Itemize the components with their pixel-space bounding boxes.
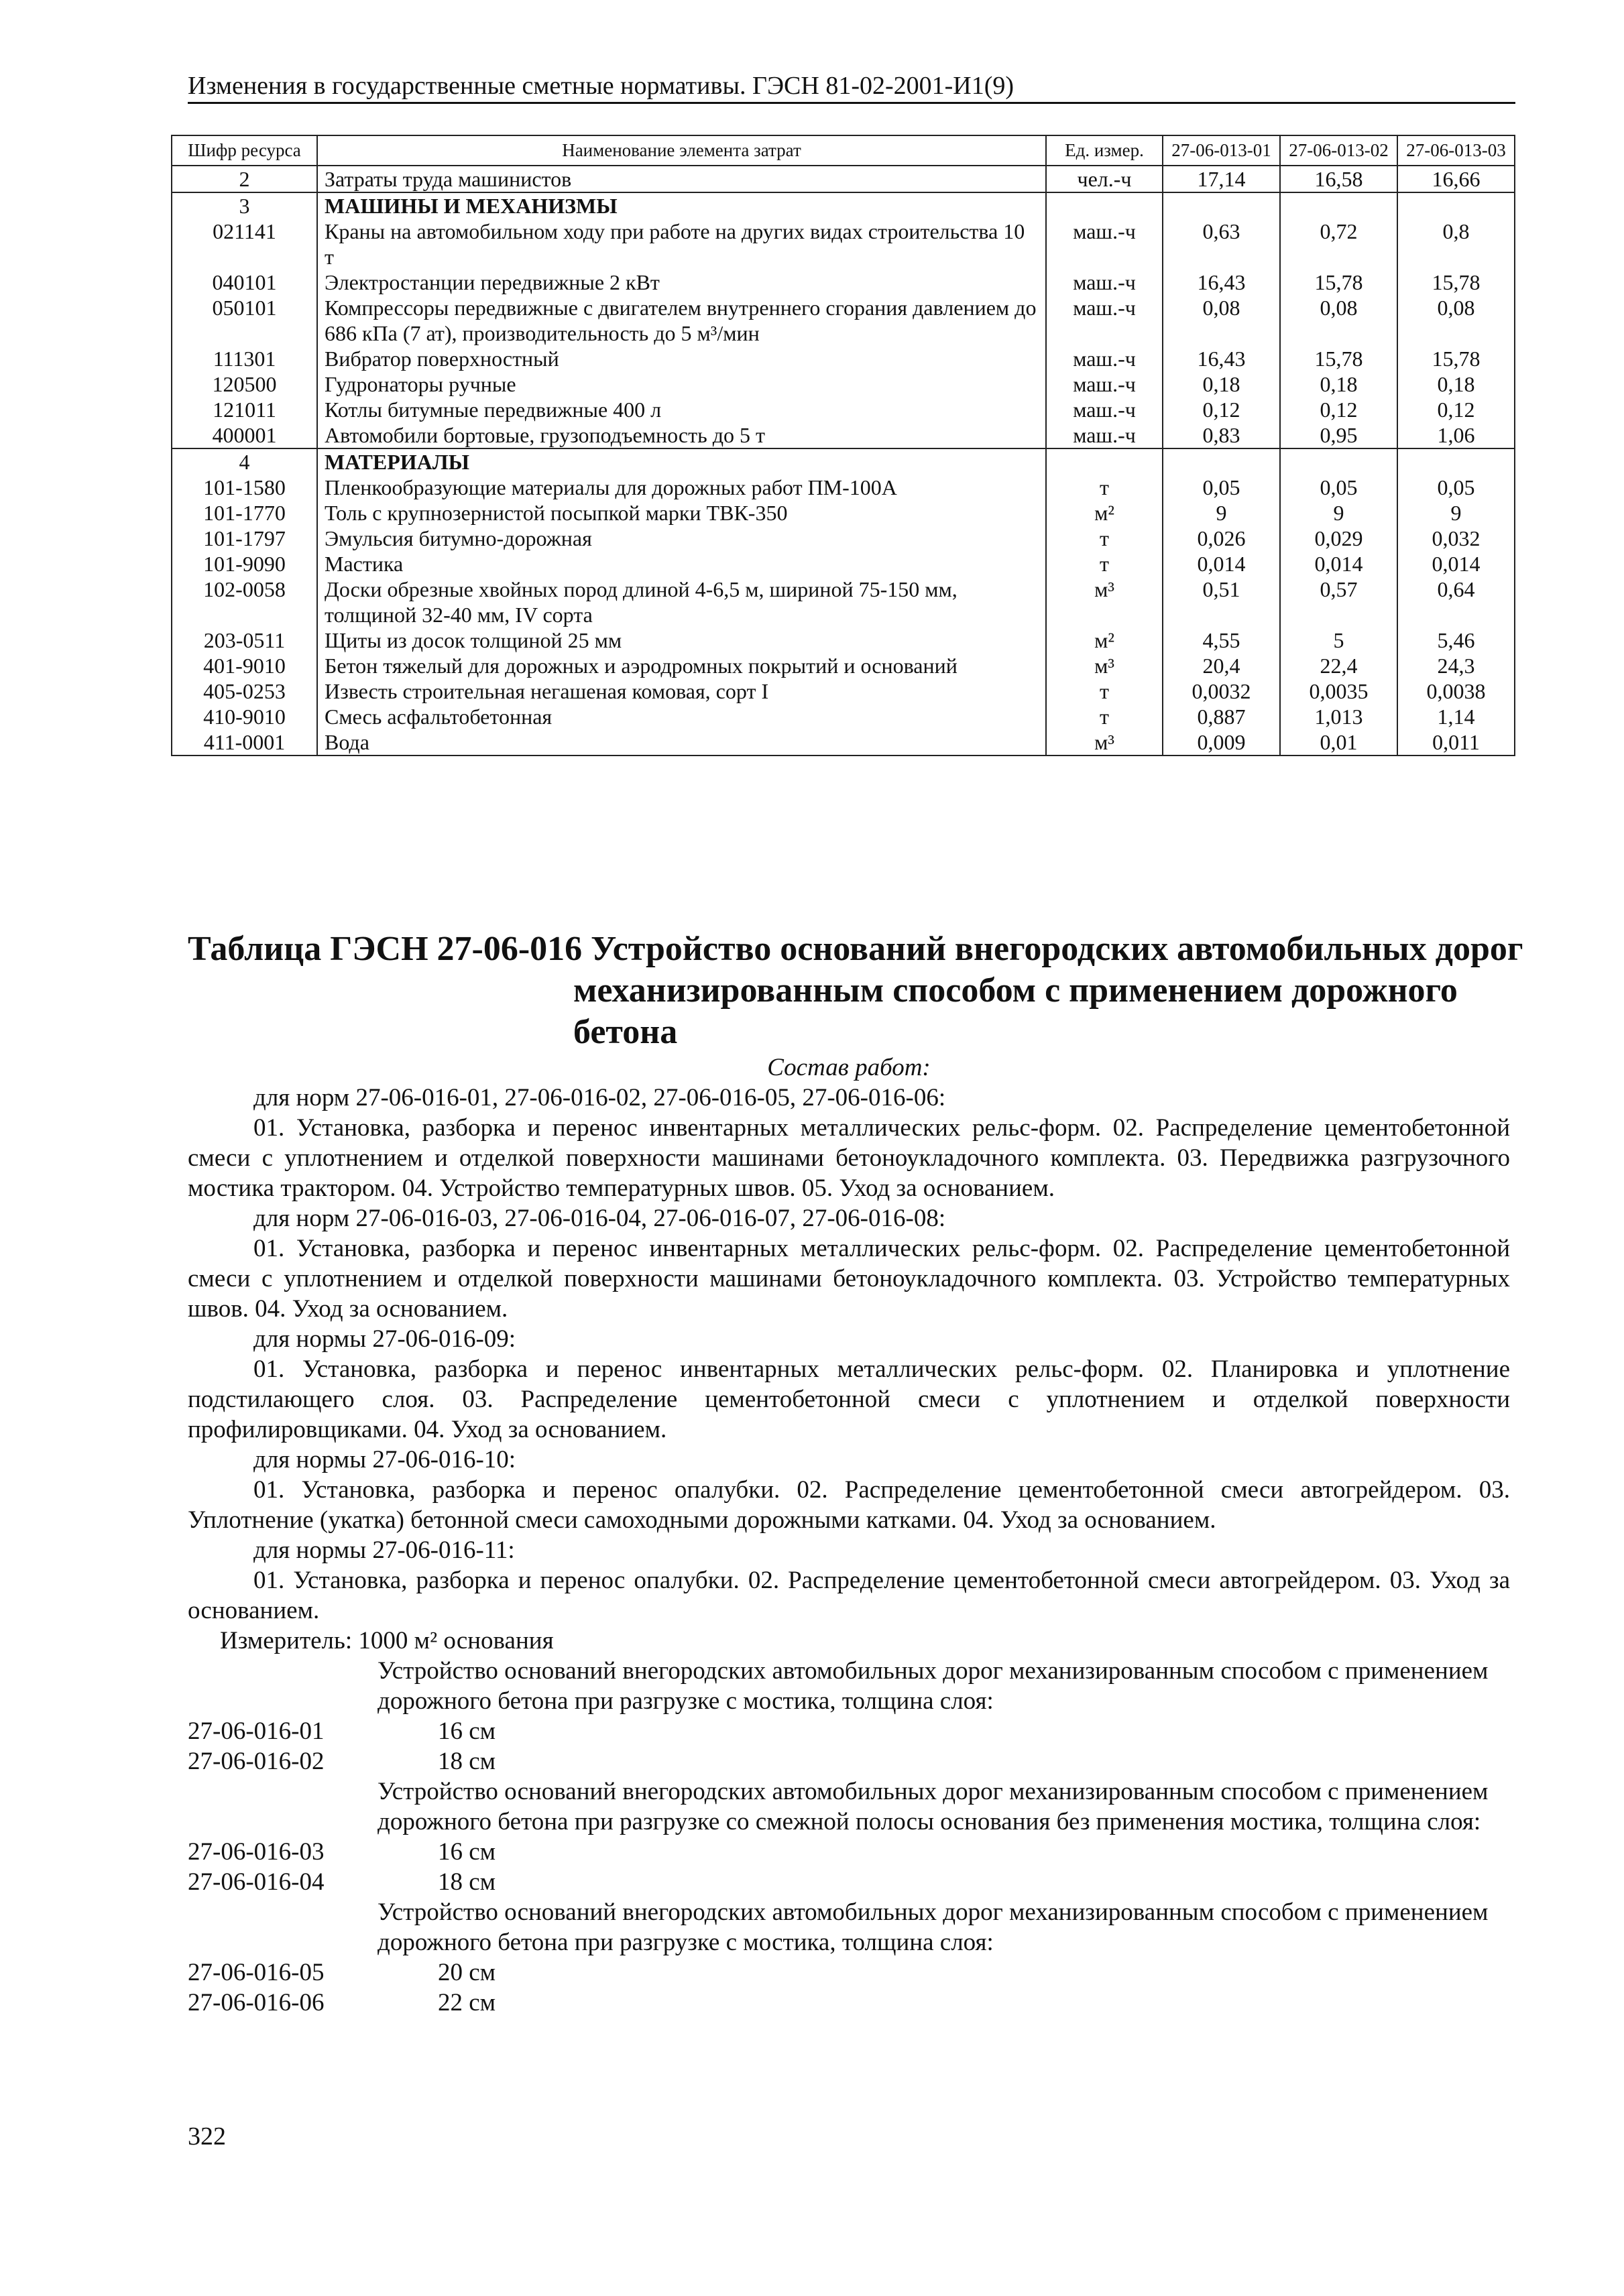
cell-value: 15,78 bbox=[1280, 346, 1397, 371]
cell-value: 15,78 bbox=[1280, 269, 1397, 295]
table-row bbox=[172, 678, 1515, 704]
norm-value: 16 см bbox=[438, 1838, 496, 1866]
cell-unit: т bbox=[1046, 526, 1163, 551]
norm-group-label: для норм 27-06-016-03, 27-06-016-04, 27-06-016-07, 27-06-016-08: bbox=[253, 1205, 946, 1232]
norm-row bbox=[188, 1746, 1510, 1776]
cell-name: Компрессоры передвижные с двигателем внутреннего сгорания давлением до 686 кПа (7 ат), производительность до 5 м³/мин bbox=[317, 295, 1046, 346]
cell-value: 0,12 bbox=[1397, 397, 1515, 422]
norm-value: 18 см bbox=[438, 1868, 496, 1896]
cell-value: 0,08 bbox=[1280, 295, 1397, 346]
running-header: Изменения в государственные сметные нормативы. ГЭСН 81-02-2001-И1(9) bbox=[188, 72, 1014, 100]
norm-description-3: Устройство оснований внегородских автомобильных дорог механизированным способом с применением дорожного бетона при разгрузке с мостика, толщина слоя: bbox=[378, 1898, 1489, 1956]
cell-value: 5 bbox=[1280, 627, 1397, 653]
cell-unit: т bbox=[1046, 475, 1163, 500]
cell-value: 0,014 bbox=[1397, 551, 1515, 577]
cell-unit: т bbox=[1046, 678, 1163, 704]
cell-name: Вода bbox=[317, 729, 1046, 756]
cell-name: Гудронаторы ручные bbox=[317, 371, 1046, 397]
table-row bbox=[172, 346, 1515, 371]
norm-row bbox=[188, 1837, 1510, 1867]
cell-unit: маш.-ч bbox=[1046, 269, 1163, 295]
cell-value: 0,95 bbox=[1280, 422, 1397, 448]
cell-code: 405-0253 bbox=[172, 678, 317, 704]
cell-value: 17,14 bbox=[1163, 166, 1280, 192]
header-code: Шифр ресурса bbox=[172, 135, 317, 166]
header-unit: Ед. измер. bbox=[1046, 135, 1163, 166]
cell-unit: маш.-ч bbox=[1046, 397, 1163, 422]
cell-code: 120500 bbox=[172, 371, 317, 397]
norm-group-label: для нормы 27-06-016-11: bbox=[253, 1536, 515, 1564]
machines-rows bbox=[172, 219, 1515, 448]
section-row-materials bbox=[172, 448, 1515, 475]
cell-code: 400001 bbox=[172, 422, 317, 448]
norm-description-1: Устройство оснований внегородских автомобильных дорог механизированным способом с применением дорожного бетона при разгрузке с мостика, толщина слоя: bbox=[378, 1657, 1489, 1715]
cell-unit: маш.-ч bbox=[1046, 422, 1163, 448]
norm-group-label: для нормы 27-06-016-09: bbox=[253, 1325, 516, 1353]
cell-value: 24,3 bbox=[1397, 653, 1515, 678]
table-row bbox=[172, 422, 1515, 448]
norm-group-label: для нормы 27-06-016-10: bbox=[253, 1446, 516, 1473]
work-composition-text: 01. Установка, разборка и перенос инвентарных металлических рельс-форм. 02. Распределение цементобетонной смеси с уплотнением и отделкой поверхности машинами бетоноукладочного комплекта. 03. Передвижка разгрузочного мостика трактором. 04. Устройство температурных швов. 05. Уход за основанием. bbox=[188, 1114, 1510, 1202]
page-number: 322 bbox=[188, 2122, 226, 2151]
norm-row bbox=[188, 1988, 1510, 2018]
cell-code: 401-9010 bbox=[172, 653, 317, 678]
cell-value: 0,05 bbox=[1163, 475, 1280, 500]
measure-line: Измеритель: 1000 м² основания bbox=[220, 1627, 554, 1654]
cell-value: 1,14 bbox=[1397, 704, 1515, 729]
table-row bbox=[172, 269, 1515, 295]
cell-unit: м² bbox=[1046, 500, 1163, 526]
cell-name: Электростанции передвижные 2 кВт bbox=[317, 269, 1046, 295]
norm-code: 27-06-016-02 bbox=[188, 1748, 325, 1775]
composition-heading: Состав работ: bbox=[767, 1054, 931, 1081]
cell-value: 0,014 bbox=[1280, 551, 1397, 577]
norm-code: 27-06-016-06 bbox=[188, 1989, 325, 2016]
table-row bbox=[172, 475, 1515, 500]
cell-value: 0,72 bbox=[1280, 219, 1397, 269]
composition-groups bbox=[188, 1083, 1510, 1626]
materials-rows bbox=[172, 475, 1515, 756]
cell-value: 0,83 bbox=[1163, 422, 1280, 448]
cell-value: 0,12 bbox=[1163, 397, 1280, 422]
table-row bbox=[172, 219, 1515, 269]
cell-code: 203-0511 bbox=[172, 627, 317, 653]
table-row bbox=[172, 500, 1515, 526]
cell-unit: т bbox=[1046, 551, 1163, 577]
cell-value: 0,05 bbox=[1397, 475, 1515, 500]
norm-row bbox=[188, 1957, 1510, 1988]
table-row bbox=[172, 577, 1515, 627]
cell-value: 0,64 bbox=[1397, 577, 1515, 627]
resources-table bbox=[171, 135, 1515, 756]
norm-description-2: Устройство оснований внегородских автомобильных дорог механизированным способом с применением дорожного бетона при разгрузке со смежной полосы основания без применения мостика, толщина слоя: bbox=[378, 1778, 1489, 1835]
cell-value: 5,46 bbox=[1397, 627, 1515, 653]
cell-value: 0,014 bbox=[1163, 551, 1280, 577]
cell-name: Вибратор поверхностный bbox=[317, 346, 1046, 371]
work-composition-text: 01. Установка, разборка и перенос опалубки. 02. Распределение цементобетонной смеси автогрейдером. 03. Уплотнение (укатка) бетонной смеси самоходными дорожными катками. 04. Уход за основанием. bbox=[188, 1476, 1510, 1534]
header-col-1: 27-06-013-01 bbox=[1163, 135, 1280, 166]
table-row bbox=[172, 526, 1515, 551]
cell-value: 16,66 bbox=[1397, 166, 1515, 192]
cell-value: 0,0032 bbox=[1163, 678, 1280, 704]
cell-value: 20,4 bbox=[1163, 653, 1280, 678]
cell-value: 0,032 bbox=[1397, 526, 1515, 551]
cell-value: 4,55 bbox=[1163, 627, 1280, 653]
cell-code: 101-1797 bbox=[172, 526, 317, 551]
table-row bbox=[172, 397, 1515, 422]
header-name: Наименование элемента затрат bbox=[317, 135, 1046, 166]
cell-unit: м³ bbox=[1046, 729, 1163, 756]
table-row bbox=[172, 704, 1515, 729]
cell-code: 410-9010 bbox=[172, 704, 317, 729]
table-row bbox=[172, 627, 1515, 653]
work-composition-text: 01. Установка, разборка и перенос инвентарных металлических рельс-форм. 02. Планировка и уплотнение подстилающего слоя. 03. Распределение цементобетонной смеси с уплотнением и отделкой поверхности профилировщиками. 04. Уход за основанием. bbox=[188, 1355, 1510, 1443]
cell-value: 0,011 bbox=[1397, 729, 1515, 756]
cell-value: 0,887 bbox=[1163, 704, 1280, 729]
section-title: МАТЕРИАЛЫ bbox=[317, 448, 1046, 475]
cell-name: Краны на автомобильном ходу при работе на других видах строительства 10 т bbox=[317, 219, 1046, 269]
cell-value: 15,78 bbox=[1397, 346, 1515, 371]
table-header-row bbox=[172, 135, 1515, 166]
section-row-machines bbox=[172, 192, 1515, 219]
cell-value: 0,01 bbox=[1280, 729, 1397, 756]
cell-value: 0,05 bbox=[1280, 475, 1397, 500]
norm-value: 18 см bbox=[438, 1748, 496, 1775]
cell-value: 0,63 bbox=[1163, 219, 1280, 269]
cell-value: 0,57 bbox=[1280, 577, 1397, 627]
cell-name: Смесь асфальтобетонная bbox=[317, 704, 1046, 729]
cell-name: Затраты труда машинистов bbox=[317, 166, 1046, 192]
composition-body bbox=[188, 1052, 1510, 2018]
cell-value: 1,06 bbox=[1397, 422, 1515, 448]
cell-name: Мастика bbox=[317, 551, 1046, 577]
cell-value: 0,18 bbox=[1397, 371, 1515, 397]
cell-unit: чел.-ч bbox=[1046, 166, 1163, 192]
cell-name: Эмульсия битумно-дорожная bbox=[317, 526, 1046, 551]
cell-code: 2 bbox=[172, 166, 317, 192]
cell-value: 0,026 bbox=[1163, 526, 1280, 551]
table-title-line-2: механизированным способом с применением дорожного бетона bbox=[573, 971, 1458, 1051]
header-col-3: 27-06-013-03 bbox=[1397, 135, 1515, 166]
cell-name: Толь с крупнозернистой посыпкой марки ТВК-350 bbox=[317, 500, 1046, 526]
cell-unit: м³ bbox=[1046, 577, 1163, 627]
cell-code: 021141 bbox=[172, 219, 317, 269]
cell-code: 101-1580 bbox=[172, 475, 317, 500]
work-composition-text: 01. Установка, разборка и перенос опалубки. 02. Распределение цементобетонной смеси автогрейдером. 03. Уход за основанием. bbox=[188, 1567, 1510, 1624]
cell-value: 0,009 bbox=[1163, 729, 1280, 756]
cell-value: 0,12 bbox=[1280, 397, 1397, 422]
norm-code: 27-06-016-05 bbox=[188, 1959, 325, 1986]
cell-code: 101-9090 bbox=[172, 551, 317, 577]
cell-unit: т bbox=[1046, 704, 1163, 729]
norm-value: 20 см bbox=[438, 1959, 496, 1986]
cell-value: 0,18 bbox=[1280, 371, 1397, 397]
header-col-2: 27-06-013-02 bbox=[1280, 135, 1397, 166]
cell-code: 411-0001 bbox=[172, 729, 317, 756]
cell-unit: м³ bbox=[1046, 653, 1163, 678]
cell-name: Доски обрезные хвойных пород длиной 4-6,5 м, шириной 75-150 мм, толщиной 32-40 мм, IV сорта bbox=[317, 577, 1046, 627]
cell-code: 101-1770 bbox=[172, 500, 317, 526]
norm-code: 27-06-016-04 bbox=[188, 1868, 325, 1896]
cell-name: Щиты из досок толщиной 25 мм bbox=[317, 627, 1046, 653]
table-row bbox=[172, 295, 1515, 346]
cell-value: 0,51 bbox=[1163, 577, 1280, 627]
section-title: МАШИНЫ И МЕХАНИЗМЫ bbox=[317, 192, 1046, 219]
norm-code: 27-06-016-01 bbox=[188, 1717, 325, 1745]
header-rule bbox=[188, 102, 1515, 104]
cell-name: Котлы битумные передвижные 400 л bbox=[317, 397, 1046, 422]
table-row bbox=[172, 653, 1515, 678]
cell-value: 9 bbox=[1163, 500, 1280, 526]
cell-value: 0,0035 bbox=[1280, 678, 1397, 704]
cell-name: Бетон тяжелый для дорожных и аэродромных покрытий и оснований bbox=[317, 653, 1046, 678]
norm-row bbox=[188, 1867, 1510, 1897]
work-composition-text: 01. Установка, разборка и перенос инвентарных металлических рельс-форм. 02. Распределение цементобетонной смеси с уплотнением и отделкой поверхности машинами бетоноукладочного комплекта. 03. Устройство температурных швов. 04. Уход за основанием. bbox=[188, 1235, 1510, 1323]
cell-value: 0,08 bbox=[1163, 295, 1280, 346]
cell-code: 102-0058 bbox=[172, 577, 317, 627]
cell-unit: маш.-ч bbox=[1046, 371, 1163, 397]
cell-code: 111301 bbox=[172, 346, 317, 371]
cell-name: Пленкообразующие материалы для дорожных работ ПМ-100А bbox=[317, 475, 1046, 500]
cell-value: 0,8 bbox=[1397, 219, 1515, 269]
cell-value: 0,0038 bbox=[1397, 678, 1515, 704]
cell-name: Известь строительная негашеная комовая, сорт I bbox=[317, 678, 1046, 704]
cell-unit: м² bbox=[1046, 627, 1163, 653]
cell-value: 15,78 bbox=[1397, 269, 1515, 295]
cell-name: Автомобили бортовые, грузоподъемность до 5 т bbox=[317, 422, 1046, 448]
cell-value: 0,029 bbox=[1280, 526, 1397, 551]
table-title-line-1: Таблица ГЭСН 27-06-016 Устройство оснований внегородских автомобильных дорог bbox=[188, 930, 1523, 968]
cell-value: 16,43 bbox=[1163, 346, 1280, 371]
norm-row bbox=[188, 1716, 1510, 1746]
cell-unit: маш.-ч bbox=[1046, 346, 1163, 371]
cell-unit: маш.-ч bbox=[1046, 295, 1163, 346]
cell-value: 16,58 bbox=[1280, 166, 1397, 192]
cell-code: 040101 bbox=[172, 269, 317, 295]
cell-value: 1,013 bbox=[1280, 704, 1397, 729]
section-title-block bbox=[188, 928, 1523, 1053]
norm-group-label: для норм 27-06-016-01, 27-06-016-02, 27-06-016-05, 27-06-016-06: bbox=[253, 1084, 946, 1111]
cell-code: 050101 bbox=[172, 295, 317, 346]
norm-value: 16 см bbox=[438, 1717, 496, 1745]
table-row bbox=[172, 729, 1515, 756]
table-row bbox=[172, 551, 1515, 577]
norm-code: 27-06-016-03 bbox=[188, 1838, 325, 1866]
table-row-labor bbox=[172, 166, 1515, 192]
cell-code: 121011 bbox=[172, 397, 317, 422]
cell-value: 9 bbox=[1397, 500, 1515, 526]
norm-value: 22 см bbox=[438, 1989, 496, 2016]
table-row bbox=[172, 371, 1515, 397]
cell-value: 0,08 bbox=[1397, 295, 1515, 346]
cell-value: 0,18 bbox=[1163, 371, 1280, 397]
section-code: 4 bbox=[172, 448, 317, 475]
cell-value: 9 bbox=[1280, 500, 1397, 526]
cell-value: 22,4 bbox=[1280, 653, 1397, 678]
cell-value: 16,43 bbox=[1163, 269, 1280, 295]
section-code: 3 bbox=[172, 192, 317, 219]
cell-unit: маш.-ч bbox=[1046, 219, 1163, 269]
